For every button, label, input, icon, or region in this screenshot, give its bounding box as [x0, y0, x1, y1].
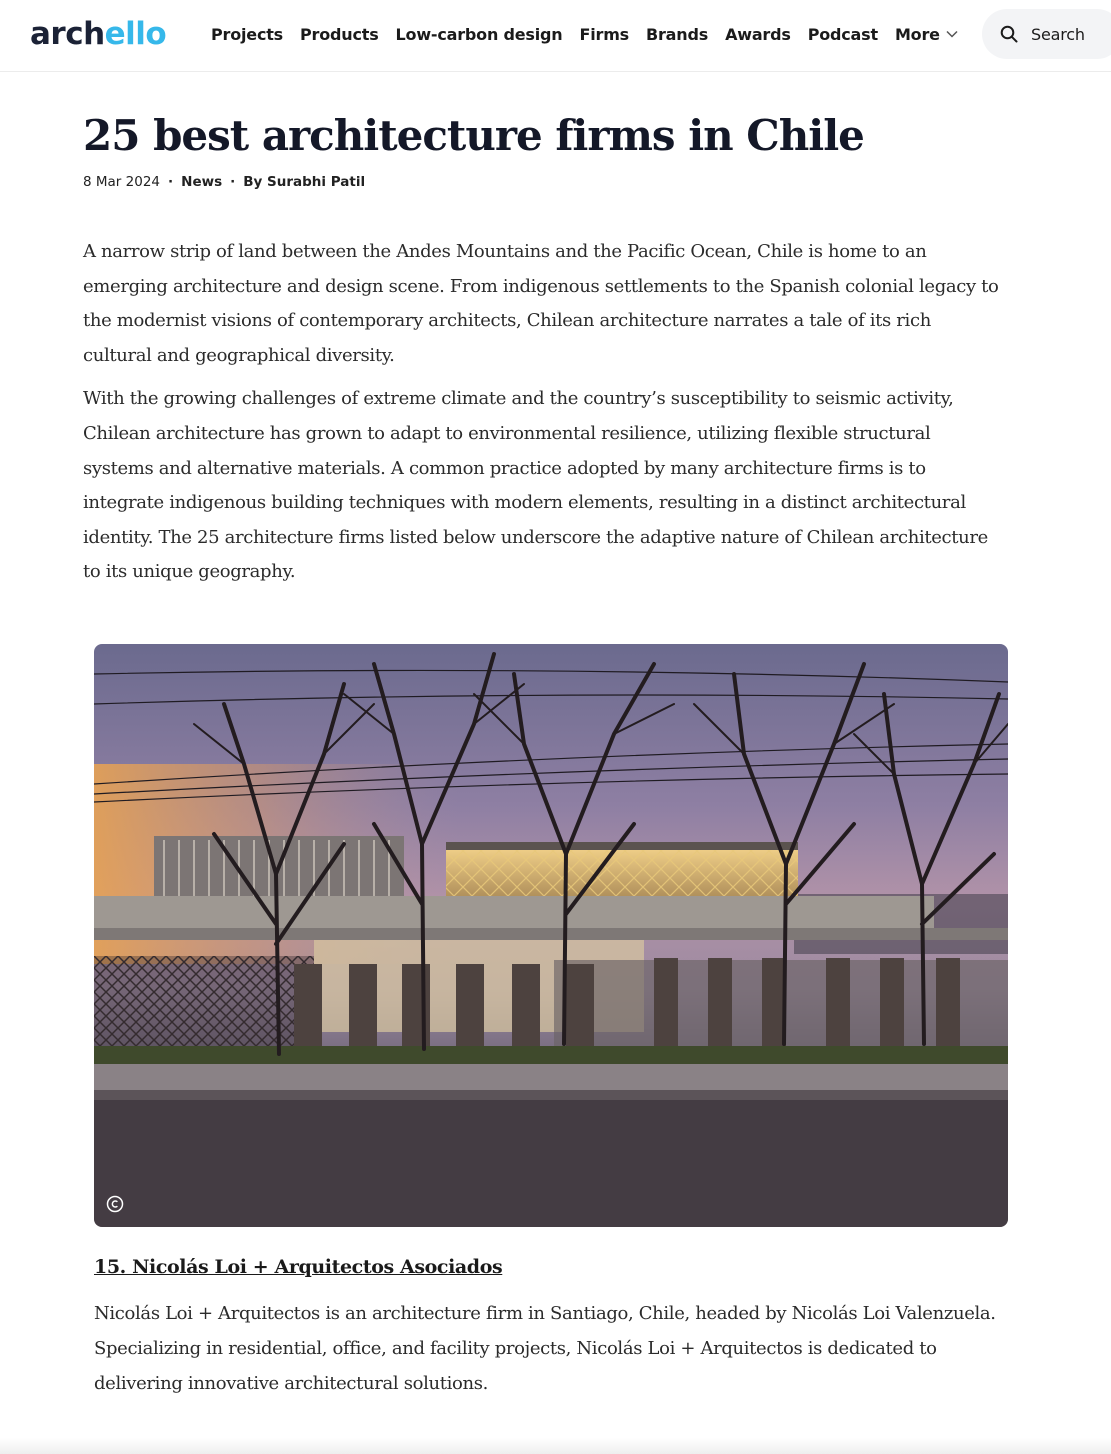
search-icon	[1000, 25, 1018, 43]
page-bottom-shadow	[0, 1438, 1111, 1454]
nav-awards[interactable]: Awards	[725, 24, 791, 44]
firm-title-link[interactable]: 15. Nicolás Loi + Arquitectos Asociados	[94, 1256, 503, 1278]
meta-separator: ·	[230, 174, 236, 190]
article-intro	[83, 235, 1003, 599]
main-nav	[211, 22, 958, 46]
meta-separator: ·	[168, 174, 174, 190]
nav-products[interactable]: Products	[300, 24, 379, 44]
intro-paragraph-2: With the growing challenges of extreme climate and the country’s susceptibility to seismic activity, Chilean architecture has grown to adapt to environmental resilience, utilizing flexible structural systems and alternative materials. A common practice adopted by many architecture firms is to integrate indigenous building techniques with modern elements, resulting in a distinct architectural identity. The 25 architecture firms listed below underscore the adaptive nature of Chilean architecture to its unique geography.	[83, 388, 988, 583]
article-title: 25 best architecture firms in Chile	[83, 111, 864, 160]
building-photo-illustration	[94, 644, 1008, 1227]
article-meta	[83, 174, 365, 190]
article-category-link[interactable]: News	[181, 174, 223, 190]
nav-projects[interactable]: Projects	[211, 24, 284, 44]
archello-logo[interactable]: archello	[30, 16, 167, 52]
article-author-link[interactable]: By Surabhi Patil	[243, 174, 366, 190]
search-button[interactable]	[982, 9, 1111, 59]
nav-brands[interactable]: Brands	[646, 24, 709, 44]
nav-more-dropdown[interactable]	[895, 25, 958, 44]
article-date: 8 Mar 2024	[83, 174, 160, 190]
nav-firms[interactable]: Firms	[579, 24, 629, 44]
chevron-down-icon	[946, 30, 958, 38]
firm-project-photo[interactable]	[94, 644, 1008, 1227]
intro-paragraph-1: A narrow strip of land between the Andes Mountains and the Pacific Ocean, Chile is home to an emerging architecture and design scene. From indigenous settlements to the Spanish colonial legacy to the modernist visions of contemporary architects, Chilean architecture narrates a tale of its rich cultural and geographical diversity.	[83, 241, 999, 366]
nav-podcast[interactable]: Podcast	[807, 24, 878, 44]
site-header	[0, 0, 1111, 72]
copyright-icon[interactable]	[106, 1195, 124, 1213]
nav-more-label: More	[894, 24, 940, 44]
firm-description: Nicolás Loi + Arquitectos is an architecture firm in Santiago, Chile, headed by Nicolás Loi Valenzuela. Specializing in residential, office, and facility projects, Nicolás Loi + Arquitectos is dedicated to delivering innovative architectural solutions.	[94, 1303, 996, 1394]
nav-low-carbon-design[interactable]: Low-carbon design	[395, 24, 563, 44]
search-label: Search	[1031, 24, 1085, 44]
